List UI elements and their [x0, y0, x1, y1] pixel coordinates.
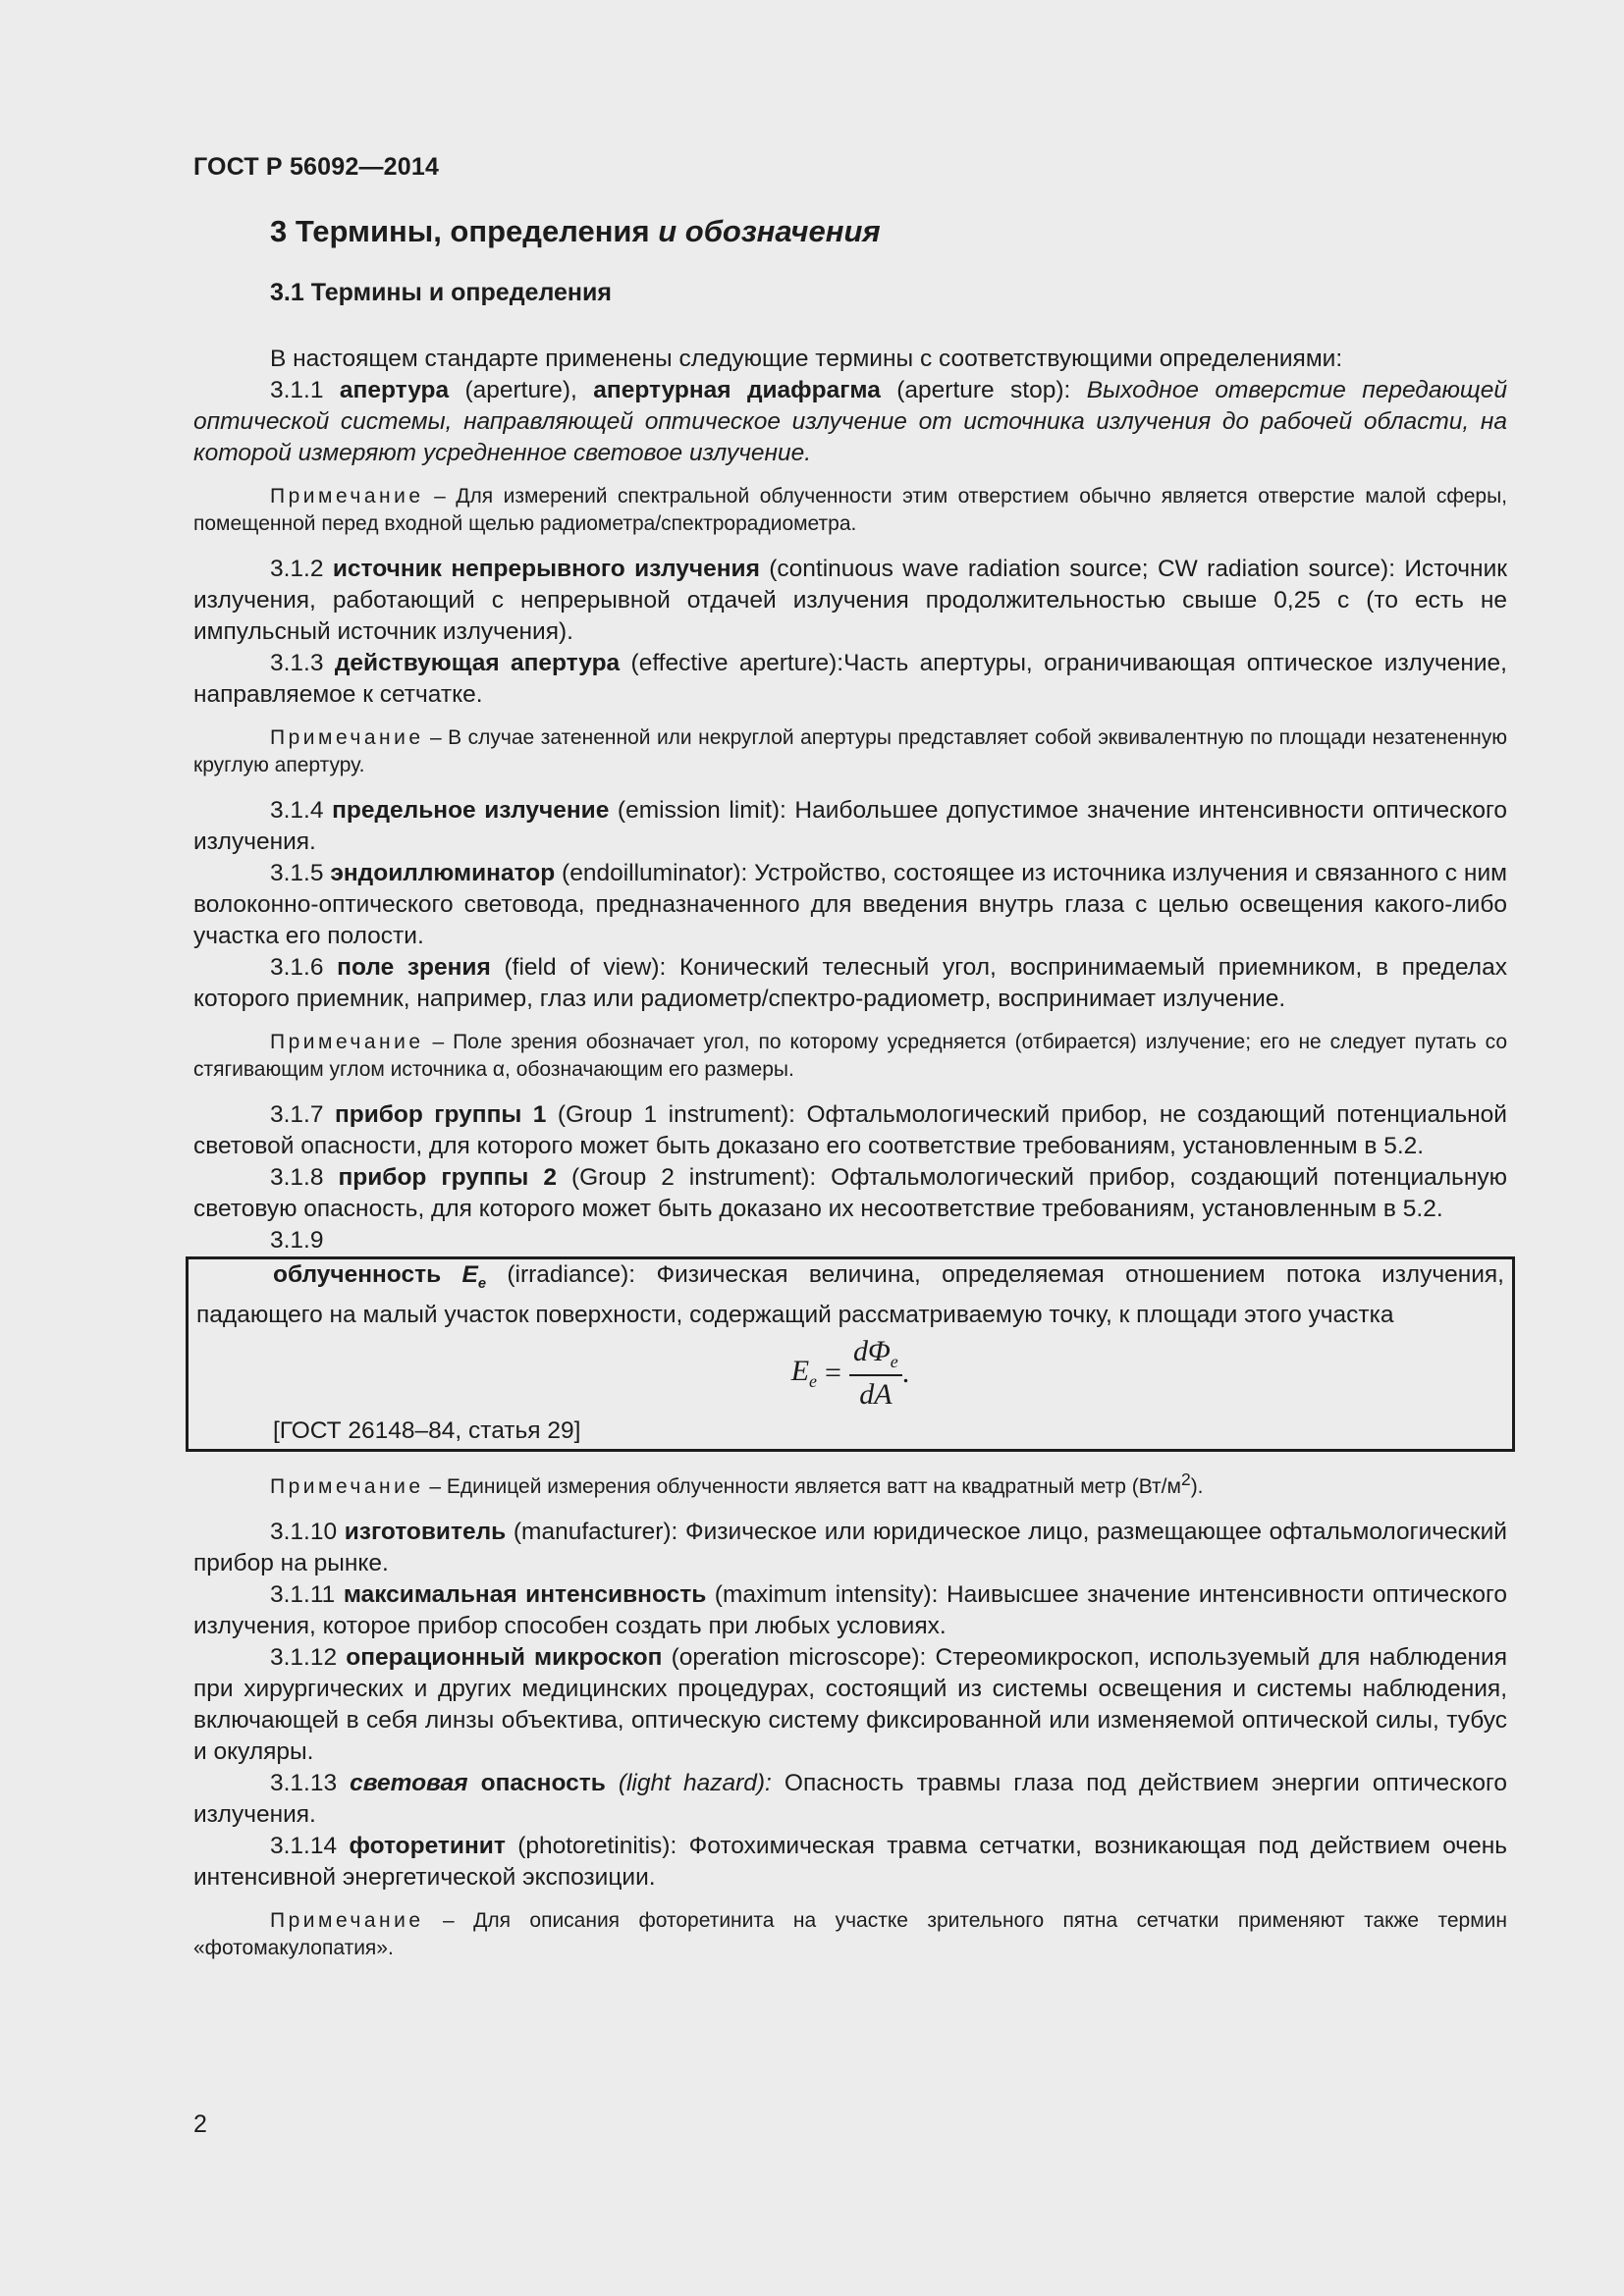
- note-text: – Единицей измерения облученности является ватт на квадратный метр (Вт/м: [423, 1474, 1181, 1498]
- term-3-1-9-number: 3.1.9: [270, 1227, 324, 1254]
- term-3-1-14: [193, 1831, 1507, 1894]
- term-3-1-9: [196, 1259, 1504, 1331]
- note-label: Примечание: [270, 1031, 424, 1053]
- term-number: 3.1.5: [270, 860, 331, 886]
- term-number: 3.1.12: [270, 1643, 347, 1671]
- term-name: прибор группы 1: [334, 1101, 547, 1128]
- term-name: фоторетинит: [349, 1832, 506, 1859]
- page-number: 2: [193, 2110, 207, 2138]
- formula-numerator: [849, 1335, 902, 1376]
- term-3-1-9-box: [186, 1256, 1515, 1452]
- note-4: [193, 1466, 1507, 1501]
- term-name: операционный микроскоп: [346, 1643, 663, 1671]
- formula-lhs: [791, 1355, 817, 1392]
- formula-numerator-text: dΦ: [852, 1334, 891, 1367]
- term-3-1-7: [193, 1099, 1507, 1162]
- term-name: опасность: [467, 1769, 606, 1796]
- term-definition: Опасность травмы глаза под действием энергии оптического излучения.: [193, 1769, 1507, 1828]
- term-definition: (continuous wave radiation source; CW radiation source): Источник излучения, работающий с непрерывной отдачей излучения продолжительностью свыше 0,25 с (то есть не импульсный источник излучения).: [193, 556, 1507, 645]
- subsection-title: 3.1 Термины и определения: [270, 279, 612, 306]
- term-3-1-1: [193, 375, 1507, 469]
- term-3-1-6: [193, 952, 1507, 1015]
- note-label: Примечание: [270, 485, 424, 507]
- term-name: предельное излучение: [332, 797, 610, 824]
- note-text: – Поле зрения обозначает угол, по которому усредняется (отбирается) излучение; его не следует путать со стягивающим углом источника α, обозначающим его размеры.: [193, 1031, 1507, 1081]
- term-definition: Выходное отверстие передающей оптической системы, направляющей оптическое излучение от источника излучения до рабочей области, на которой измеряют усредненное световое излучение.: [193, 377, 1507, 466]
- term-definition: (photoretinitis): Фотохимическая травма сетчатки, возникающая под действием очень интенсивной энергетической экспозиции.: [193, 1832, 1507, 1891]
- term-english-2: (aperture stop):: [880, 377, 1087, 403]
- term-definition: (effective aperture):Часть апертуры, ограничивающая оптическое излучение, направляемое к сетчатке.: [193, 650, 1507, 708]
- note-3: [193, 1029, 1507, 1084]
- section-title: [193, 214, 1507, 249]
- term-definition: (maximum intensity): Наивысшее значение интенсивности оптического излучения, которое прибор способен создать при любых условиях.: [193, 1580, 1508, 1639]
- formula-equals: =: [825, 1356, 841, 1389]
- term-3-1-2: [193, 554, 1507, 648]
- term-definition: (field of view): Конический телесный угол, воспринимаемый приемником, в пределах которого приемник, например, глаз или радиометр/спектро-радиометр, воспринимает излучение.: [193, 954, 1507, 1012]
- term-number: 3.1.1: [270, 377, 340, 403]
- term-definition: (emission limit): Наибольшее допустимое значение интенсивности оптического излучения.: [193, 797, 1507, 855]
- term-definition: (operation microscope): Стереомикроскоп, используемый для наблюдения при хирургических и других медицинских процедурах, состоящий из системы освещения и системы наблюдения, включающей в себя линзы объектива, оптическую систему фиксированной или изменяемой оптической силы, тубус и окуляры.: [193, 1643, 1507, 1765]
- term-english: (light hazard):: [605, 1769, 772, 1796]
- term-definition: (Group 1 instrument): Офтальмологический прибор, не создающий потенциальной световой опасности, для которого может быть доказано его соответствие требованиям, установленным в 5.2.: [193, 1101, 1507, 1159]
- term-name-2: апертурная диафрагма: [593, 377, 881, 403]
- section-title-text: 3 Термины, определения: [270, 214, 659, 248]
- term-name: эндоиллюминатор: [330, 860, 556, 886]
- term-symbol-sub: e: [477, 1275, 487, 1292]
- term-definition: (manufacturer): Физическое или юридическое лицо, размещающее офтальмологический прибор на рынке.: [193, 1518, 1507, 1576]
- note-label: Примечание: [270, 1474, 424, 1498]
- term-name: действующая апертура: [334, 650, 621, 676]
- term-3-1-13: [193, 1768, 1507, 1831]
- formula-fraction: [849, 1335, 902, 1412]
- term-3-1-10: [193, 1517, 1507, 1579]
- note-text: – В случае затененной или некруглой апертуры представляет собой эквивалентную по площади незатененную круглую апертуру.: [193, 726, 1507, 776]
- term-3-1-4: [193, 795, 1507, 858]
- note-label: Примечание: [270, 726, 424, 749]
- section-title-italic: и обозначения: [658, 214, 881, 248]
- formula-lhs-sub: e: [809, 1370, 818, 1391]
- note-text: – Для измерений спектральной облученности этим отверстием обычно является отверстие малой сферы, помещенной перед входной щелью радиометра/спектрорадиометра.: [193, 485, 1507, 535]
- term-source-reference: [ГОСТ 26148–84, статья 29]: [273, 1416, 581, 1444]
- term-name: поле зрения: [337, 954, 491, 981]
- document-body: [193, 214, 1507, 1978]
- term-number: 3.1.7: [270, 1101, 335, 1128]
- term-number: 3.1.14: [270, 1832, 350, 1859]
- term-number: 3.1.11: [270, 1580, 344, 1608]
- formula-period: .: [901, 1356, 910, 1389]
- note-2: [193, 724, 1507, 779]
- formula-numerator-sub: e: [890, 1351, 898, 1371]
- term-3-1-8: [193, 1162, 1507, 1225]
- term-name: прибор группы 2: [338, 1164, 557, 1191]
- term-number: 3.1.13: [270, 1769, 351, 1796]
- term-name: апертура: [339, 377, 450, 403]
- term-definition: (irradiance): Физическая величина, определяемая отношением потока излучения, падающего на малый участок поверхности, содержащий рассматриваемую точку, к площади этого участка: [196, 1261, 1504, 1328]
- term-number: 3.1.10: [270, 1518, 345, 1545]
- term-number: 3.1.4: [270, 797, 333, 824]
- term-3-1-12: [193, 1642, 1507, 1768]
- term-3-1-3: [193, 648, 1507, 711]
- note-label: Примечание: [270, 1908, 424, 1932]
- term-3-1-11: [193, 1579, 1507, 1642]
- term-definition: (endoilluminator): Устройство, состоящее из источника излучения и связанного с ним волоконно-оптического световода, предназначенного для введения внутрь глаза с целью освещения какого-либо участка его полости.: [193, 860, 1507, 949]
- term-number: 3.1.2: [270, 556, 333, 582]
- term-number: 3.1.8: [270, 1164, 339, 1191]
- note-superscript: 2: [1180, 1468, 1191, 1489]
- term-name: изготовитель: [344, 1518, 507, 1545]
- note-1: [193, 483, 1507, 538]
- note-text-end: ).: [1190, 1474, 1204, 1498]
- formula-denominator: dA: [859, 1377, 893, 1411]
- irradiance-formula: [196, 1331, 1504, 1415]
- note-text: – Для описания фоторетинита на участке зрительного пятна сетчатки применяют также термин «фотомакулопатия».: [193, 1908, 1507, 1959]
- term-number: 3.1.3: [270, 650, 335, 676]
- intro-paragraph: В настоящем стандарте применены следующие термины с соответствующими определениями:: [270, 346, 1343, 372]
- term-number: 3.1.6: [270, 954, 338, 981]
- term-name-italic: световая: [350, 1769, 468, 1796]
- document-header: ГОСТ Р 56092—2014: [193, 153, 440, 181]
- term-definition: (Group 2 instrument): Офтальмологический прибор, создающий потенциальную световую опасность, для которого может быть доказано их несоответствие требованиям, установленным в 5.2.: [193, 1164, 1507, 1222]
- note-5: [193, 1907, 1507, 1962]
- term-symbol: E: [461, 1261, 478, 1288]
- term-english: (aperture),: [449, 377, 594, 403]
- term-name: облученность: [273, 1261, 462, 1288]
- formula-lhs-symbol: E: [790, 1354, 810, 1387]
- term-name: источник непрерывного излучения: [332, 556, 760, 582]
- term-name: максимальная интенсивность: [343, 1580, 707, 1608]
- term-3-1-5: [193, 858, 1507, 952]
